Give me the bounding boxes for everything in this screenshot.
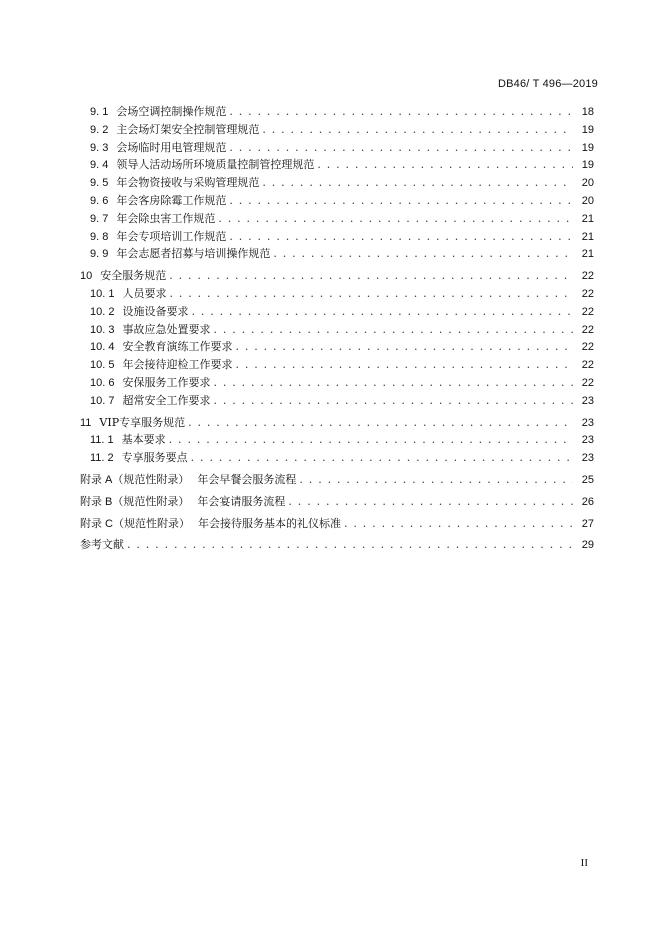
toc-entry-number: 10. 3 xyxy=(90,323,115,336)
toc-entry-title: 安保服务工作要求 xyxy=(122,375,211,389)
toc-leader-dots xyxy=(299,471,573,489)
toc-entry[interactable] xyxy=(80,156,594,174)
toc-entry[interactable] xyxy=(80,431,594,449)
toc-entry-title: 人员要求 xyxy=(122,286,167,300)
toc-entry-number: 10. 7 xyxy=(90,394,115,407)
toc-entry-title: 年会早餐会服务流程 xyxy=(197,472,297,486)
toc-leader-dots xyxy=(235,356,573,374)
toc-entry-page: 21 xyxy=(581,248,594,261)
toc-entry-title: VIP专享服务规范 xyxy=(99,415,186,429)
toc-entry-title: 年会客房除霉工作规范 xyxy=(116,193,227,207)
toc-entry-page: 23 xyxy=(581,394,594,407)
table-of-contents xyxy=(80,103,594,554)
toc-entry-number: 9. 6 xyxy=(90,194,109,207)
toc-entry-page: 27 xyxy=(581,517,594,530)
toc-entry-page: 25 xyxy=(581,473,594,486)
toc-entry-title: 设施设备要求 xyxy=(122,304,189,318)
toc-entry-page: 23 xyxy=(581,434,594,447)
toc-entry-title: 年会志愿者招募与培训操作规范 xyxy=(116,247,271,261)
toc-entry-page: 22 xyxy=(581,270,594,283)
toc-leader-dots xyxy=(169,431,573,449)
toc-entry-number: 10. 2 xyxy=(90,305,115,318)
toc-entry-title: 年会接待迎检工作要求 xyxy=(122,358,233,372)
toc-entry-number: 9. 5 xyxy=(90,177,109,190)
toc-entry[interactable] xyxy=(80,338,594,356)
toc-leader-dots xyxy=(218,210,573,228)
toc-entry-title: 会场临时用电管理规范 xyxy=(116,140,227,154)
toc-entry-number: 10. 1 xyxy=(90,287,115,300)
toc-entry-title: 参考文献 xyxy=(80,538,124,552)
toc-entry[interactable] xyxy=(80,493,594,511)
toc-entry-page: 21 xyxy=(581,230,594,243)
toc-entry-page: 23 xyxy=(581,416,594,429)
toc-leader-dots xyxy=(213,374,573,392)
toc-entry-number: 9. 3 xyxy=(90,141,109,154)
toc-entry-title: 主会场灯架安全控制管理规范 xyxy=(116,122,260,136)
toc-entry-number: 9. 2 xyxy=(90,123,109,136)
toc-entry-page: 20 xyxy=(581,194,594,207)
toc-entry[interactable] xyxy=(80,414,594,432)
toc-leader-dots xyxy=(229,139,573,157)
toc-entry-number: 9. 1 xyxy=(90,106,109,118)
toc-entry[interactable] xyxy=(80,245,594,263)
toc-entry-title: 事故应急处置要求 xyxy=(122,322,211,336)
toc-leader-dots xyxy=(262,121,573,139)
toc-entry-title: 领导人活动场所环境质量控制管控理规范 xyxy=(116,158,315,172)
toc-entry-title: 年会宴请服务流程 xyxy=(197,494,286,508)
toc-entry[interactable] xyxy=(80,139,594,157)
toc-entry[interactable] xyxy=(80,121,594,139)
toc-entry[interactable] xyxy=(80,192,594,210)
toc-entry-number: 9. 4 xyxy=(90,159,109,172)
toc-leader-dots xyxy=(188,414,573,432)
toc-entry-number: 11 xyxy=(80,416,92,429)
toc-entry[interactable] xyxy=(80,356,594,374)
toc-entry-number: 附录 A（规范性附录） xyxy=(80,473,190,486)
toc-entry-page: 22 xyxy=(581,341,594,354)
toc-entry-page: 22 xyxy=(581,376,594,389)
toc-entry[interactable] xyxy=(80,392,594,410)
page-number: II xyxy=(580,857,588,869)
toc-entry[interactable] xyxy=(80,449,594,467)
toc-entry-page: 22 xyxy=(581,287,594,300)
toc-entry-page: 22 xyxy=(581,323,594,336)
toc-entry-page: 23 xyxy=(581,452,594,465)
toc-entry[interactable] xyxy=(80,210,594,228)
toc-entry-page: 21 xyxy=(581,212,594,225)
document-code: DB46/ T 496—2019 xyxy=(497,78,598,90)
toc-entry-number: 9. 9 xyxy=(90,248,109,261)
toc-entry-page: 29 xyxy=(581,539,594,552)
toc-leader-dots xyxy=(229,228,573,246)
toc-entry-number: 附录 C（规范性附录） xyxy=(80,517,190,530)
toc-entry-number: 10. 4 xyxy=(90,341,115,354)
toc-entry-page: 22 xyxy=(581,305,594,318)
toc-leader-dots xyxy=(169,285,573,303)
toc-entry[interactable] xyxy=(80,228,594,246)
toc-leader-dots xyxy=(235,338,573,356)
toc-entry-number: 11. 2 xyxy=(90,452,114,465)
toc-entry-title: 年会专项培训工作规范 xyxy=(116,229,227,243)
toc-leader-dots xyxy=(213,392,573,410)
toc-entry-title: 年会物资接收与采购管理规范 xyxy=(116,176,260,190)
toc-entry-number: 10. 6 xyxy=(90,376,115,389)
toc-entry[interactable] xyxy=(80,374,594,392)
toc-entry-number: 9. 7 xyxy=(90,212,109,225)
toc-entry-page: 20 xyxy=(581,177,594,190)
toc-entry-title: 年会接待服务基本的礼仪标准 xyxy=(198,516,341,530)
toc-entry-title: 基本要求 xyxy=(121,433,166,447)
toc-entry-number: 附录 B（规范性附录） xyxy=(80,495,190,508)
toc-entry-title: 安全教育演练工作要求 xyxy=(122,340,233,354)
toc-entry-number: 10. 5 xyxy=(90,359,115,372)
toc-leader-dots xyxy=(169,267,573,285)
toc-entry[interactable] xyxy=(80,174,594,192)
toc-entry[interactable] xyxy=(80,515,594,533)
toc-entry-page: 26 xyxy=(581,495,594,508)
toc-leader-dots xyxy=(262,174,573,192)
toc-entry[interactable] xyxy=(80,285,594,303)
toc-entry-title: 安全服务规范 xyxy=(100,269,167,283)
toc-entry[interactable] xyxy=(80,267,594,285)
toc-entry-page: 19 xyxy=(581,141,594,154)
toc-entry-page: 19 xyxy=(581,159,594,172)
toc-entry-number: 9. 8 xyxy=(90,230,109,243)
toc-entry-page: 22 xyxy=(581,359,594,372)
toc-leader-dots xyxy=(229,103,573,121)
toc-entry-title: 会场空调控制操作规范 xyxy=(116,105,227,118)
toc-entry-number: 10 xyxy=(80,270,93,283)
toc-leader-dots xyxy=(127,536,573,554)
toc-leader-dots xyxy=(317,156,573,174)
toc-leader-dots xyxy=(288,493,573,511)
toc-entry[interactable] xyxy=(80,471,594,489)
toc-entry[interactable] xyxy=(80,303,594,321)
toc-entry-title: 年会除虫害工作规范 xyxy=(116,211,216,225)
toc-leader-dots xyxy=(191,303,573,321)
toc-leader-dots xyxy=(213,321,573,339)
toc-entry-title: 超常安全工作要求 xyxy=(122,393,211,407)
toc-entry-title: 专享服务要点 xyxy=(121,451,188,465)
toc-leader-dots xyxy=(191,449,573,467)
toc-leader-dots xyxy=(229,192,573,210)
toc-leader-dots xyxy=(344,515,573,533)
toc-entry-page: 18 xyxy=(581,106,594,118)
toc-entry[interactable] xyxy=(80,103,594,121)
toc-leader-dots xyxy=(273,245,573,263)
toc-entry[interactable] xyxy=(80,536,594,554)
toc-entry-page: 19 xyxy=(581,123,594,136)
toc-entry[interactable] xyxy=(80,321,594,339)
toc-entry-number: 11. 1 xyxy=(90,434,114,447)
